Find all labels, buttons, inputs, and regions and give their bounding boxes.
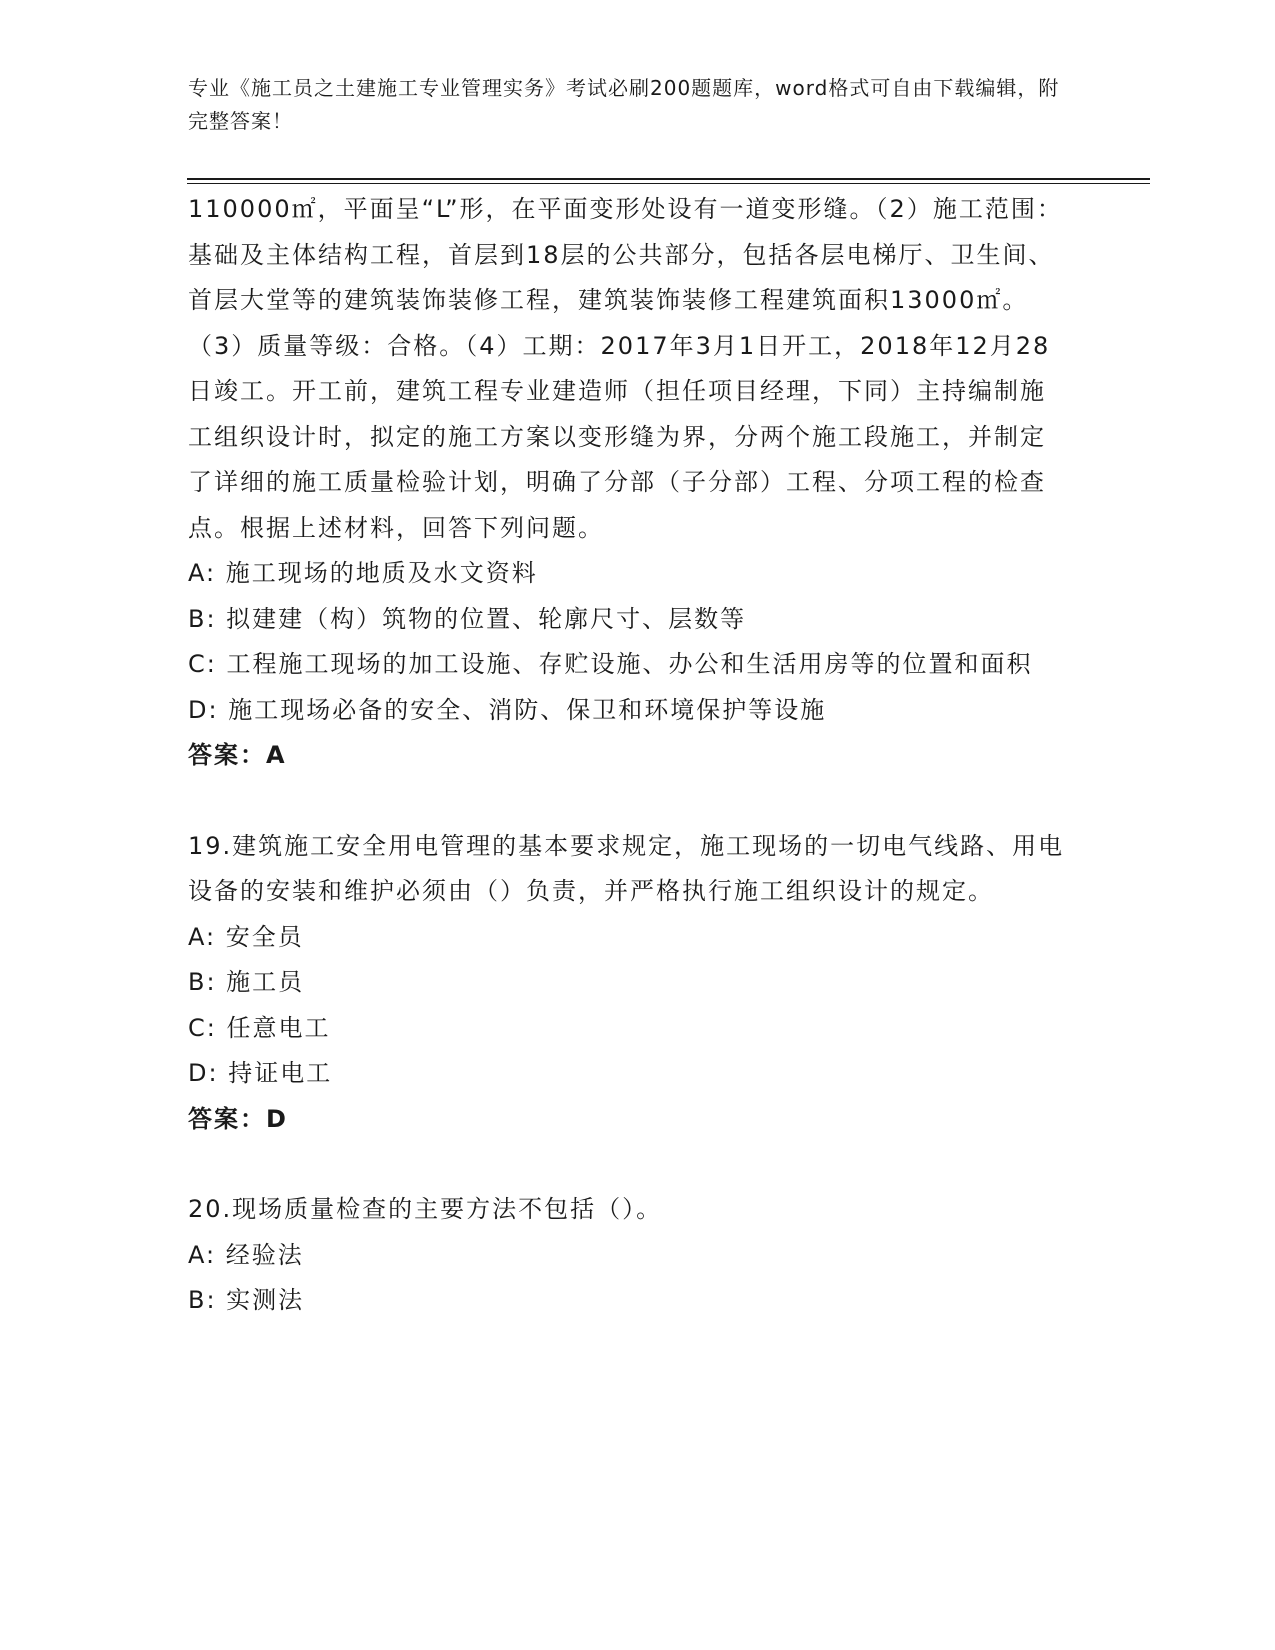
option-a: A: 安全员: [188, 922, 304, 951]
header-divider: [187, 178, 1150, 180]
header-text: 专业《施工员之土建施工专业管理实务》考试必刷200题题库，word格式可自由下载编辑，附完整答案！: [188, 76, 1060, 133]
option-d: D: 施工现场必备的安全、消防、保卫和环境保护等设施: [188, 695, 827, 724]
header-divider-thin: [187, 183, 1150, 184]
option-b: B: 施工员: [188, 968, 305, 996]
spacer: [188, 1142, 1068, 1187]
question-block-18: [188, 187, 1068, 779]
question-stem: 20.现场质量检查的主要方法不包括（）。: [188, 1195, 663, 1223]
option-a: A: 经验法: [188, 1240, 304, 1269]
spacer: [188, 779, 1068, 824]
question-stem: 110000㎡，平面呈“L”形，在平面变形处设有一道变形缝。（2）施工范围：基础及主体结构工程，首层到18层的公共部分，包括各层电梯厅、卫生间、首层大堂等的建筑装饰装修工程，建筑装饰装修工程建筑面积13000㎡。（3）质量等级：合格。（4）工期：2017年3月1日开工，2018年12月28日竣工。开工前，建筑工程专业建造师（担任项目经理，下同）主持编制施工组织设计时，拟定的施工方案以变形缝为界，分两个施工段施工，并制定了详细的施工质量检验计划，明确了分部（子分部）工程、分项工程的检查点。根据上述材料，回答下列问题。: [188, 195, 1063, 542]
option-d: D: 持证电工: [188, 1059, 333, 1087]
answer-label: 答案：A: [188, 741, 287, 769]
question-block-19: [188, 824, 1068, 1143]
option-c: C: 任意电工: [188, 1013, 331, 1042]
option-b: B: 实测法: [188, 1286, 305, 1314]
question-stem: 19.建筑施工安全用电管理的基本要求规定，施工现场的一切电气线路、用电设备的安装和维护必须由（）负责，并严格执行施工组织设计的规定。: [188, 831, 1065, 905]
option-b: B: 拟建建（构）筑物的位置、轮廓尺寸、层数等: [188, 604, 747, 633]
question-block-20: [188, 1187, 1068, 1324]
document-body: [188, 187, 1068, 1324]
answer-label: 答案：D: [188, 1104, 288, 1133]
option-c: C: 工程施工现场的加工设施、存贮设施、办公和生活用房等的位置和面积: [188, 650, 1033, 678]
document-header: [188, 72, 1068, 138]
option-a: A: 施工现场的地质及水文资料: [188, 559, 538, 587]
